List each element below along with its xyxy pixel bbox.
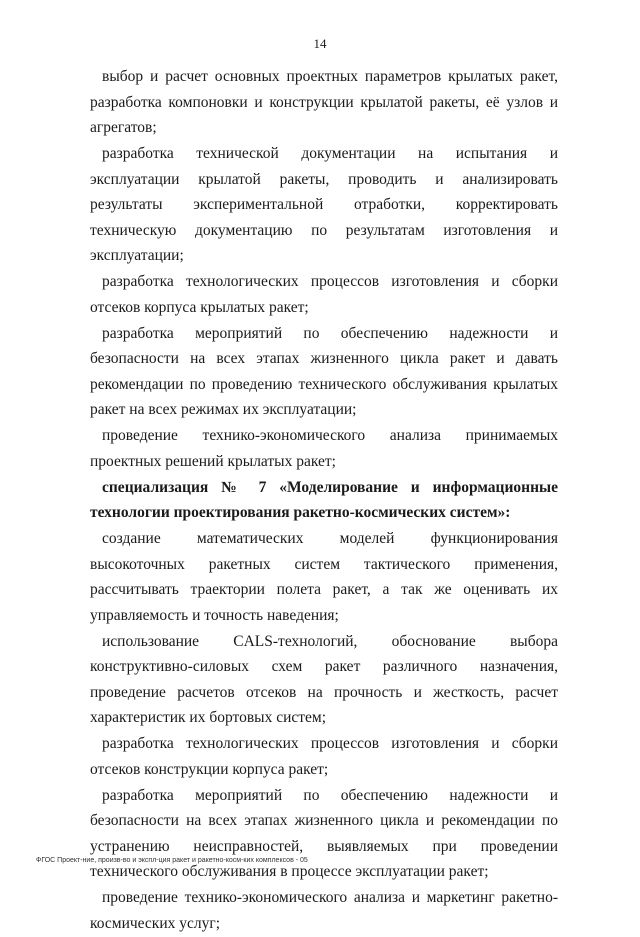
paragraph-2: разработка технической документации на испытания и эксплуатации крылатой ракеты, проводить и анализировать результаты экспериментальной отработки, корректировать техническую документацию по результатам изготовления и эксплуатации; <box>90 145 558 264</box>
paragraph-9: разработка технологических процессов изготовления и сборки отсеков конструкции корпуса ракет; <box>90 735 558 778</box>
paragraph-1: выбор и расчет основных проектных параметров крылатых ракет, разработка компоновки и конструкции крылатой ракеты, её узлов и агрегатов; <box>90 68 558 136</box>
paragraph-10: разработка мероприятий по обеспечению надежности и безопасности на всех этапах жизненного цикла и рекомендации по устранению неисправностей, выявляемых при проведении технического обслуживания в процессе эксплуатации ракет; <box>90 786 558 880</box>
page-number: 14 <box>313 36 327 51</box>
paragraph-4: разработка мероприятий по обеспечению надежности и безопасности на всех этапах жизненного цикла ракет и давать рекомендации по проведению технического обслуживания крылатых ракет на всех режимах их эксплуатации; <box>90 324 558 418</box>
page-footer: ФГОС Проект-ние, произв-во и экспл-ция ракет и ракетно-косм-ких комплексов - 05 <box>36 857 308 864</box>
paragraph-5: проведение технико-экономического анализа принимаемых проектных решений крылатых ракет; <box>90 427 558 470</box>
document-body <box>90 64 558 937</box>
paragraph-7: создание математических моделей функционирования высокоточных ракетных систем тактического применения, рассчитывать траектории полета ракет, а так же оценивать их управляемость и точность наведения; <box>90 530 558 624</box>
paragraph-8: использование CALS-технологий, обоснование выбора конструктивно-силовых схем ракет различного назначения, проведение расчетов отсеков на прочность и жесткость, расчет характеристик их бортовых систем; <box>90 632 558 726</box>
paragraph-3: разработка технологических процессов изготовления и сборки отсеков корпуса крылатых ракет; <box>90 273 558 316</box>
specialization-heading: специализация № 7 «Моделирование и информационные технологии проектирования ракетно-космических систем»: <box>90 478 558 521</box>
paragraph-11: проведение технико-экономического анализа и маркетинг ракетно-космических услуг; <box>90 889 558 932</box>
